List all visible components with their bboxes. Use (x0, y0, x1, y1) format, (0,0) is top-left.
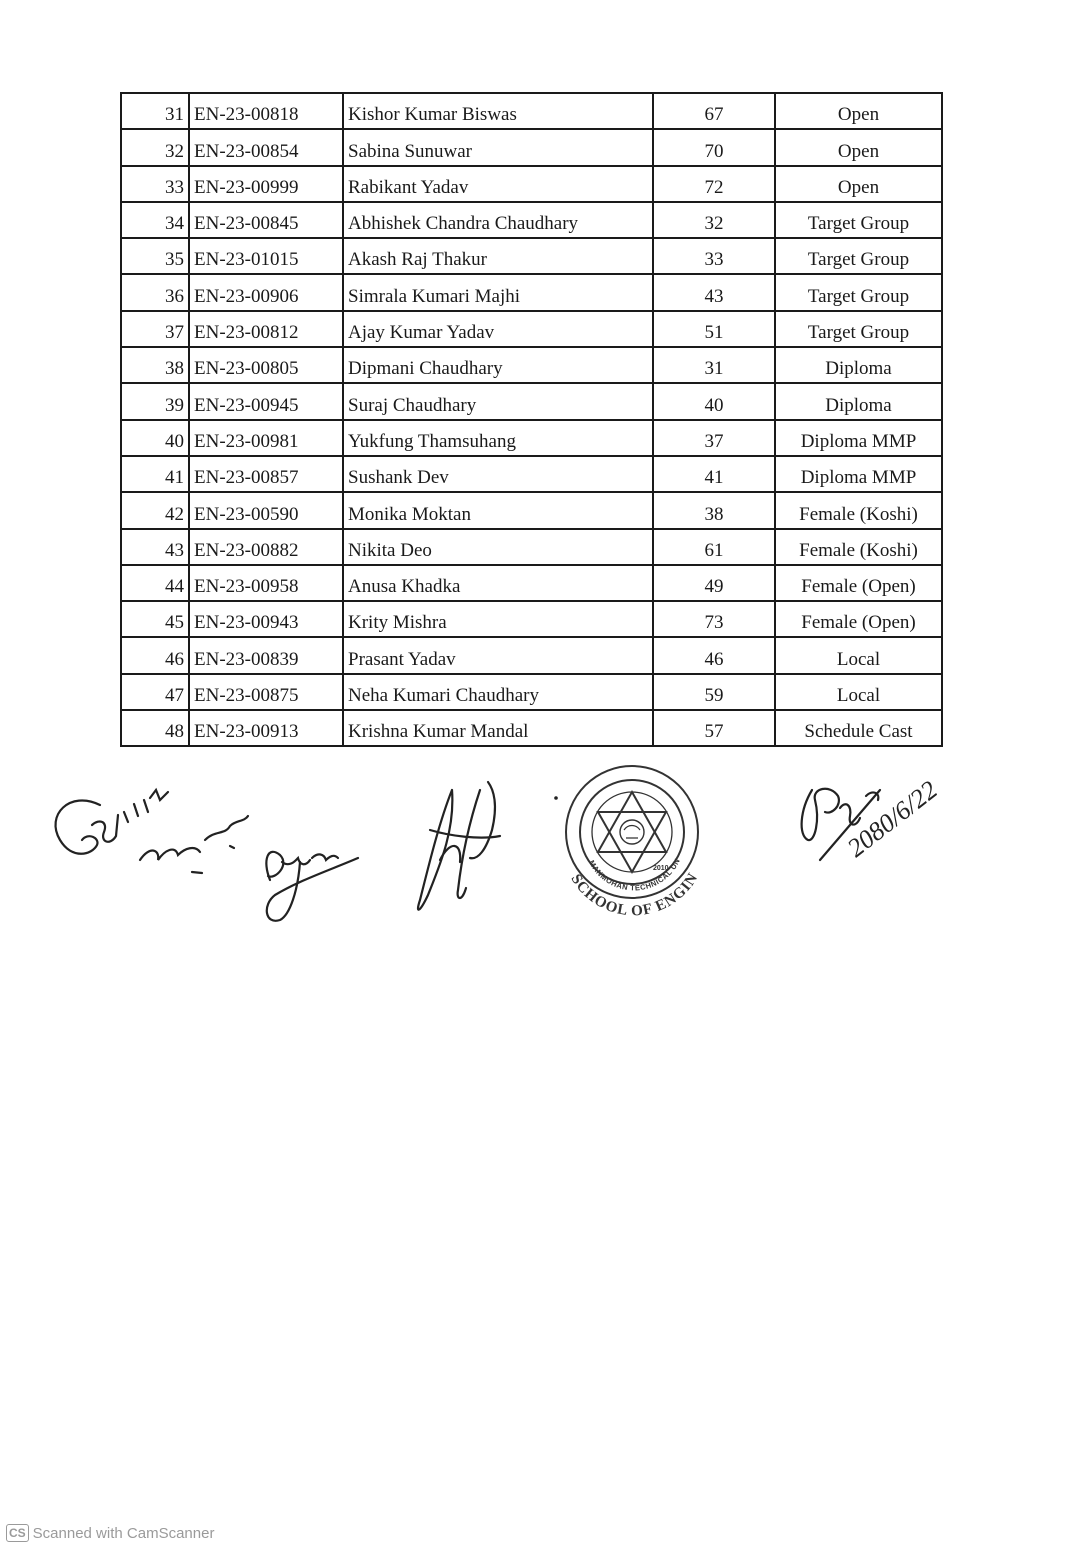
signature-3 (418, 782, 500, 910)
scanner-text: Scanned with CamScanner (32, 1524, 215, 1542)
score-cell: 31 (653, 347, 775, 383)
score-cell: 43 (653, 274, 775, 310)
serial-number-cell: 34 (121, 202, 189, 238)
scanner-watermark (6, 1524, 214, 1542)
table-row (121, 238, 942, 274)
signature-2 (266, 852, 358, 921)
student-name-cell: Ajay Kumar Yadav (343, 311, 653, 347)
table-row (121, 492, 942, 528)
score-cell: 49 (653, 565, 775, 601)
serial-number-cell: 42 (121, 492, 189, 528)
student-name-cell: Abhishek Chandra Chaudhary (343, 202, 653, 238)
seal-text-inner: MANMOHAN TECHNICAL UN (587, 856, 682, 893)
category-cell: Open (775, 166, 942, 202)
score-cell: 32 (653, 202, 775, 238)
roll-id-cell: EN-23-00981 (189, 420, 343, 456)
category-cell: Diploma (775, 383, 942, 419)
serial-number-cell: 48 (121, 710, 189, 746)
serial-number-cell: 32 (121, 129, 189, 165)
roll-id-cell: EN-23-00839 (189, 637, 343, 673)
roll-id-cell: EN-23-00943 (189, 601, 343, 637)
results-table-body (121, 93, 942, 746)
roll-id-cell: EN-23-00845 (189, 202, 343, 238)
table-row (121, 93, 942, 129)
signature-1 (56, 790, 248, 873)
roll-id-cell: EN-23-00805 (189, 347, 343, 383)
category-cell: Female (Open) (775, 601, 942, 637)
category-cell: Schedule Cast (775, 710, 942, 746)
table-row (121, 274, 942, 310)
table-row (121, 311, 942, 347)
student-name-cell: Suraj Chaudhary (343, 383, 653, 419)
score-cell: 70 (653, 129, 775, 165)
student-name-cell: Prasant Yadav (343, 637, 653, 673)
serial-number-cell: 35 (121, 238, 189, 274)
student-name-cell: Dipmani Chaudhary (343, 347, 653, 383)
roll-id-cell: EN-23-00857 (189, 456, 343, 492)
category-cell: Target Group (775, 311, 942, 347)
serial-number-cell: 40 (121, 420, 189, 456)
serial-number-cell: 41 (121, 456, 189, 492)
score-cell: 33 (653, 238, 775, 274)
serial-number-cell: 46 (121, 637, 189, 673)
table-row (121, 456, 942, 492)
student-name-cell: Neha Kumari Chaudhary (343, 674, 653, 710)
signature-area (0, 760, 1081, 940)
seal-text-outer: SCHOOL OF ENGIN (567, 870, 702, 920)
roll-id-cell: EN-23-00818 (189, 93, 343, 129)
signature-date: 2080/6/22 (841, 774, 943, 863)
serial-number-cell: 45 (121, 601, 189, 637)
roll-id-cell: EN-23-00590 (189, 492, 343, 528)
table-row (121, 347, 942, 383)
table-row (121, 529, 942, 565)
score-cell: 61 (653, 529, 775, 565)
category-cell: Target Group (775, 274, 942, 310)
student-name-cell: Sushank Dev (343, 456, 653, 492)
score-cell: 57 (653, 710, 775, 746)
serial-number-cell: 44 (121, 565, 189, 601)
table-row (121, 565, 942, 601)
student-name-cell: Nikita Deo (343, 529, 653, 565)
score-cell: 41 (653, 456, 775, 492)
category-cell: Female (Koshi) (775, 529, 942, 565)
seal-year: 2010 (653, 865, 669, 872)
table-row (121, 166, 942, 202)
category-cell: Female (Open) (775, 565, 942, 601)
category-cell: Diploma (775, 347, 942, 383)
roll-id-cell: EN-23-00945 (189, 383, 343, 419)
category-cell: Local (775, 674, 942, 710)
table-row (121, 383, 942, 419)
category-cell: Open (775, 129, 942, 165)
serial-number-cell: 38 (121, 347, 189, 383)
student-name-cell: Krity Mishra (343, 601, 653, 637)
table-row (121, 202, 942, 238)
serial-number-cell: 43 (121, 529, 189, 565)
score-cell: 73 (653, 601, 775, 637)
roll-id-cell: EN-23-00913 (189, 710, 343, 746)
student-name-cell: Kishor Kumar Biswas (343, 93, 653, 129)
table-row (121, 637, 942, 673)
student-name-cell: Akash Raj Thakur (343, 238, 653, 274)
roll-id-cell: EN-23-00812 (189, 311, 343, 347)
results-table (120, 92, 943, 747)
roll-id-cell: EN-23-00958 (189, 565, 343, 601)
category-cell: Diploma MMP (775, 420, 942, 456)
roll-id-cell: EN-23-00906 (189, 274, 343, 310)
score-cell: 38 (653, 492, 775, 528)
score-cell: 40 (653, 383, 775, 419)
student-name-cell: Krishna Kumar Mandal (343, 710, 653, 746)
category-cell: Target Group (775, 202, 942, 238)
roll-id-cell: EN-23-00875 (189, 674, 343, 710)
student-name-cell: Rabikant Yadav (343, 166, 653, 202)
table-row (121, 420, 942, 456)
serial-number-cell: 36 (121, 274, 189, 310)
serial-number-cell: 31 (121, 93, 189, 129)
table-row (121, 710, 942, 746)
score-cell: 46 (653, 637, 775, 673)
table-row (121, 601, 942, 637)
category-cell: Diploma MMP (775, 456, 942, 492)
serial-number-cell: 33 (121, 166, 189, 202)
score-cell: 67 (653, 93, 775, 129)
category-cell: Target Group (775, 238, 942, 274)
student-name-cell: Monika Moktan (343, 492, 653, 528)
student-name-cell: Yukfung Thamsuhang (343, 420, 653, 456)
table-row (121, 674, 942, 710)
student-name-cell: Simrala Kumari Majhi (343, 274, 653, 310)
score-cell: 51 (653, 311, 775, 347)
score-cell: 72 (653, 166, 775, 202)
student-name-cell: Anusa Khadka (343, 565, 653, 601)
table-row (121, 129, 942, 165)
category-cell: Female (Koshi) (775, 492, 942, 528)
roll-id-cell: EN-23-00999 (189, 166, 343, 202)
serial-number-cell: 47 (121, 674, 189, 710)
camscanner-logo: CS (6, 1524, 29, 1542)
roll-id-cell: EN-23-01015 (189, 238, 343, 274)
score-cell: 59 (653, 674, 775, 710)
student-name-cell: Sabina Sunuwar (343, 129, 653, 165)
roll-id-cell: EN-23-00882 (189, 529, 343, 565)
serial-number-cell: 39 (121, 383, 189, 419)
category-cell: Local (775, 637, 942, 673)
category-cell: Open (775, 93, 942, 129)
score-cell: 37 (653, 420, 775, 456)
signatures-svg (0, 760, 1081, 940)
roll-id-cell: EN-23-00854 (189, 129, 343, 165)
serial-number-cell: 37 (121, 311, 189, 347)
